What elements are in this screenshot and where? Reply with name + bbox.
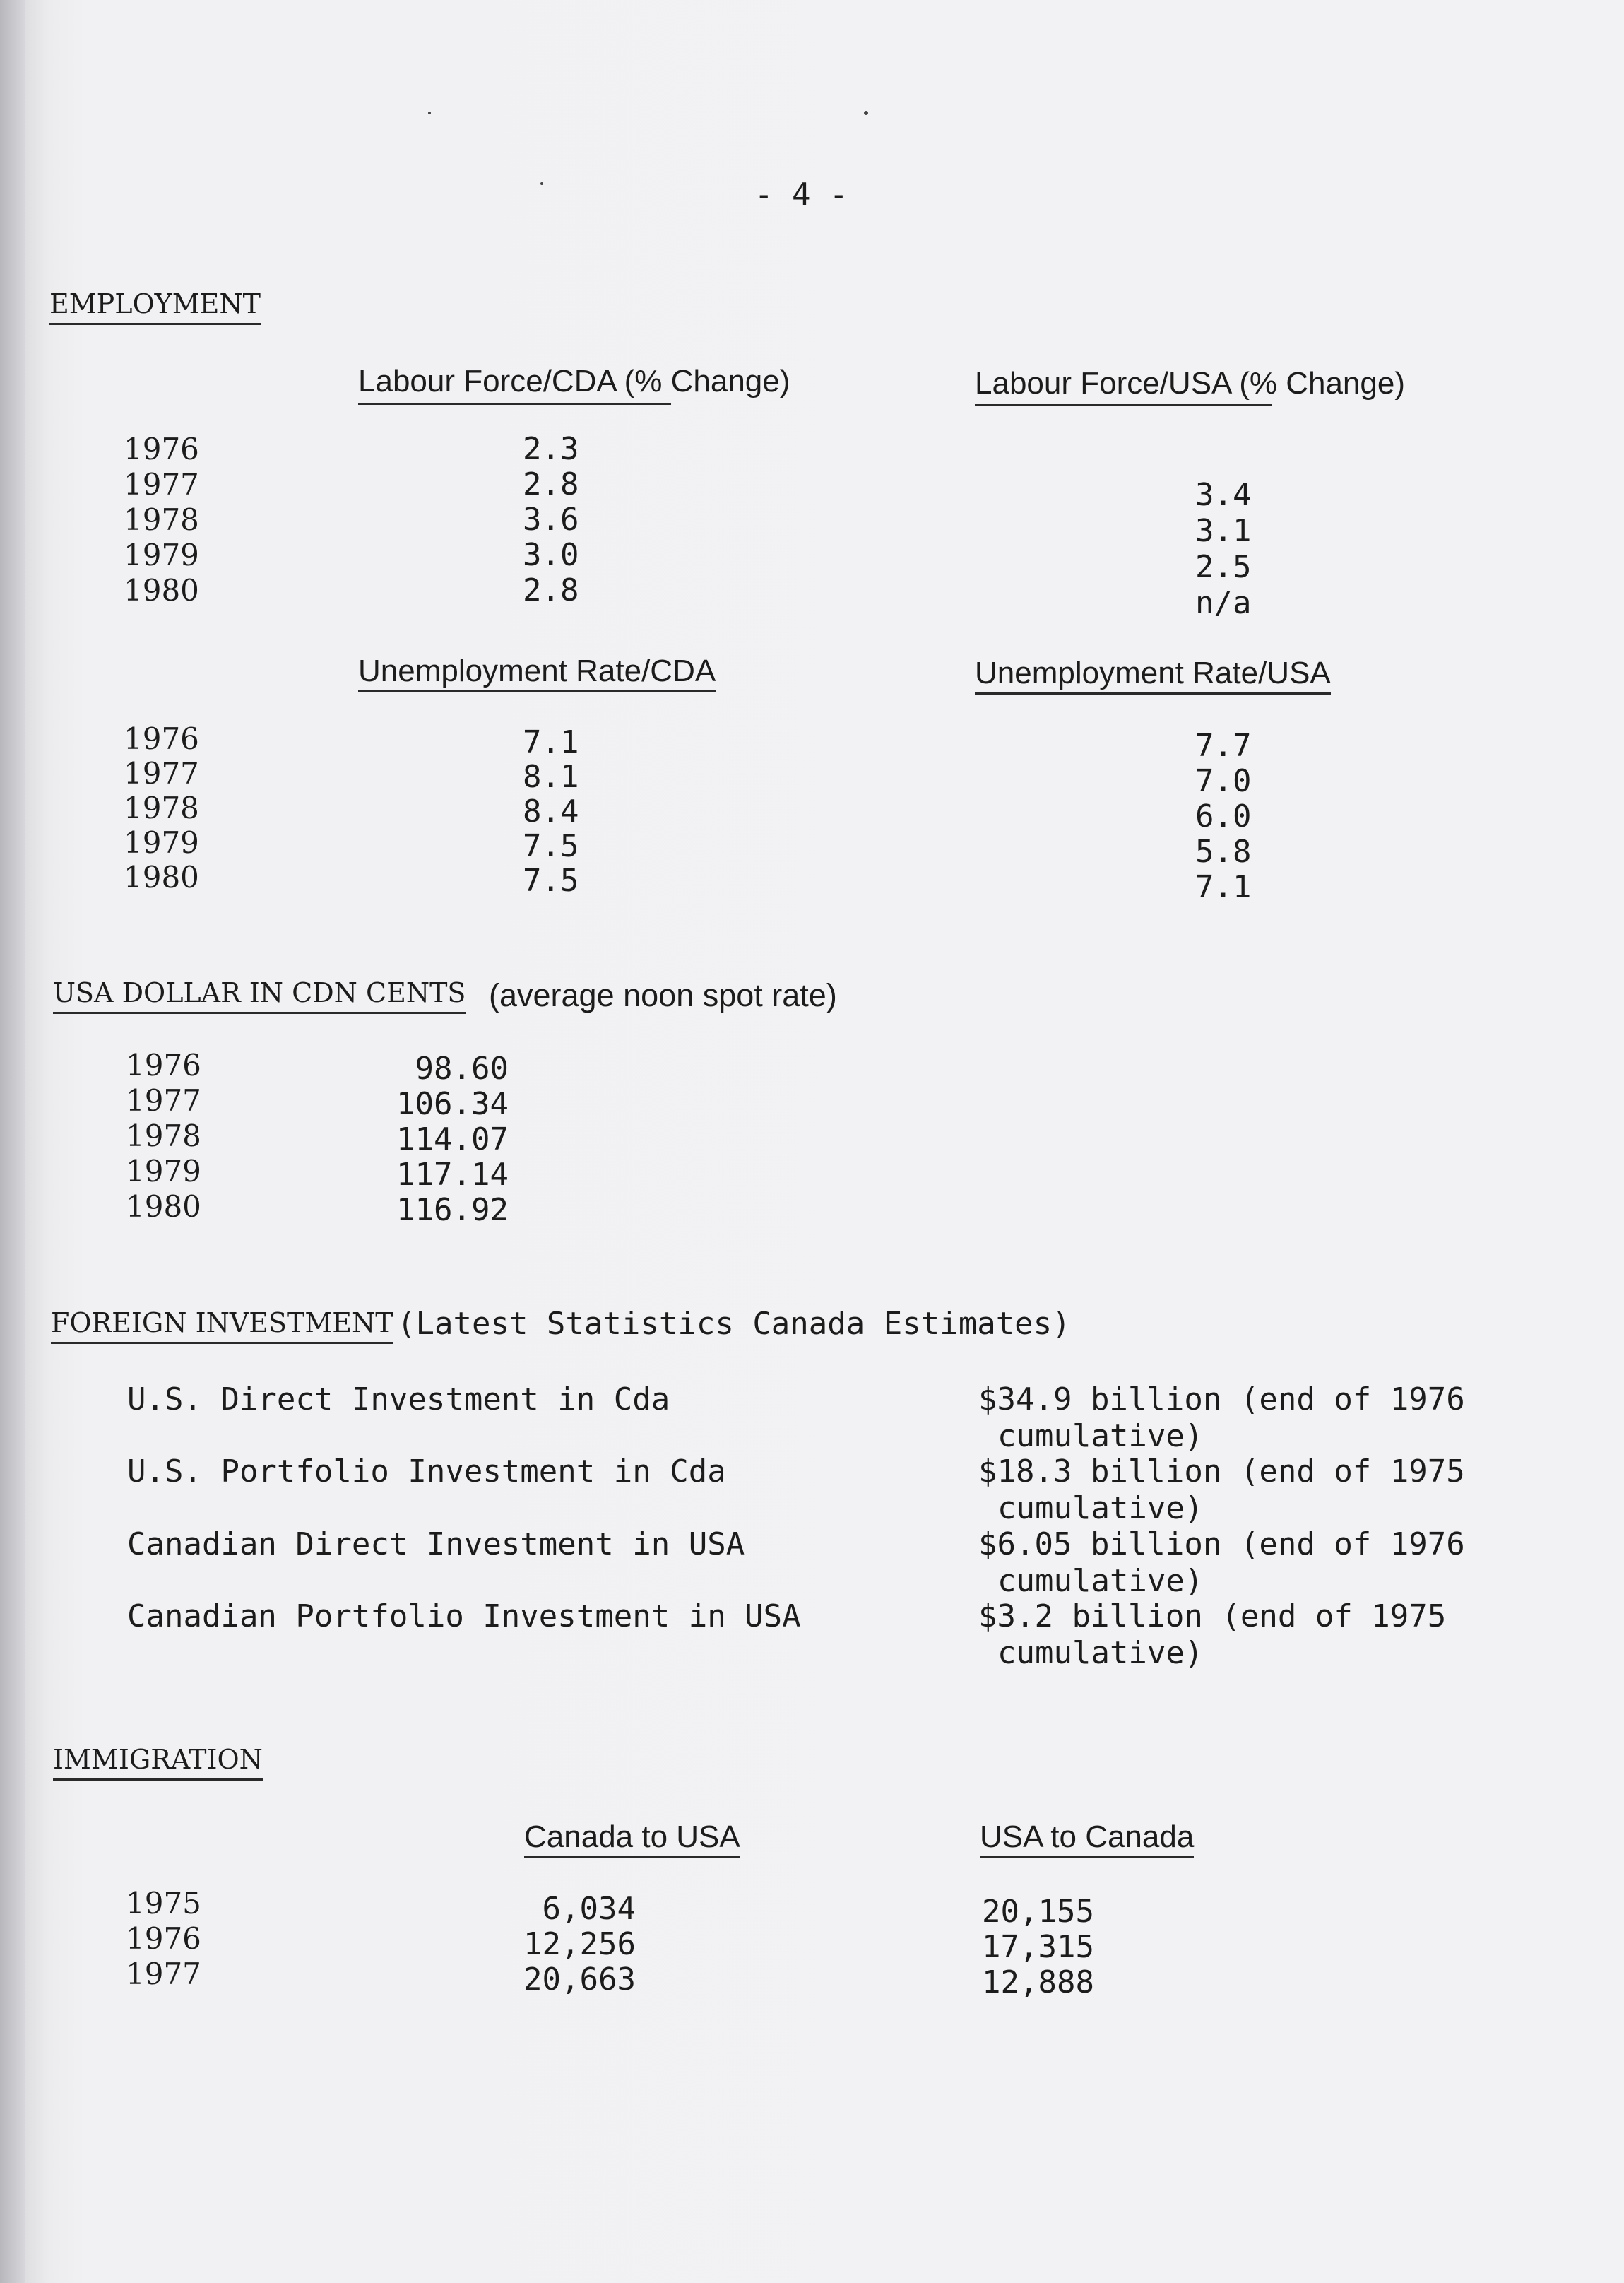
ur-cda-value: 8.4 bbox=[523, 794, 579, 830]
year-label: 1977 bbox=[126, 1083, 201, 1118]
usd-rate-value: 117.14 bbox=[396, 1157, 509, 1193]
usd-heading-note: (average noon spot rate) bbox=[489, 977, 837, 1013]
year-label: 1976 bbox=[124, 721, 199, 756]
usd-rate-value: 114.07 bbox=[396, 1121, 509, 1157]
investment-label: Canadian Direct Investment in USA bbox=[127, 1526, 745, 1562]
ur-cda-value: 7.5 bbox=[523, 828, 579, 864]
year-label: 1979 bbox=[126, 1154, 201, 1188]
investment-value-cont: cumulative) bbox=[997, 1490, 1204, 1526]
year-label: 1977 bbox=[124, 756, 199, 791]
binding-shadow bbox=[0, 0, 25, 2283]
foreign-investment-heading: FOREIGN INVESTMENT bbox=[51, 1305, 393, 1344]
usa-to-canada-header: USA to Canada bbox=[980, 1819, 1194, 1858]
ur-cda-value: 7.5 bbox=[523, 863, 579, 899]
investment-value: $6.05 billion (end of 1976 bbox=[978, 1526, 1465, 1562]
usa-to-canada-value: 12,888 bbox=[982, 1964, 1094, 2000]
immigration-heading: IMMIGRATION bbox=[53, 1742, 263, 1781]
year-label: 1980 bbox=[124, 860, 199, 895]
canada-to-usa-value: 20,663 bbox=[523, 1962, 636, 1998]
usd-heading: USA DOLLAR IN CDN CENTS bbox=[53, 975, 466, 1014]
unemployment-cda-header: Unemployment Rate/CDA bbox=[358, 654, 716, 692]
canada-to-usa-value: 12,256 bbox=[523, 1926, 636, 1962]
ur-cda-value: 7.1 bbox=[523, 724, 579, 760]
year-label: 1975 bbox=[126, 1886, 201, 1921]
year-label: 1978 bbox=[126, 1119, 201, 1153]
ur-usa-value: 7.7 bbox=[1195, 728, 1252, 764]
canada-to-usa-header: Canada to USA bbox=[524, 1819, 740, 1858]
year-label: 1979 bbox=[124, 538, 199, 572]
lf-cda-value: 2.8 bbox=[523, 572, 579, 608]
usa-to-canada-value: 20,155 bbox=[982, 1894, 1094, 1930]
year-label: 1978 bbox=[124, 791, 199, 825]
lf-cda-value: 2.8 bbox=[523, 466, 579, 502]
lf-usa-value: n/a bbox=[1195, 585, 1252, 621]
ur-cda-value: 8.1 bbox=[523, 759, 579, 795]
labour-force-cda-underline bbox=[358, 403, 671, 405]
year-label: 1979 bbox=[124, 825, 199, 860]
lf-cda-value: 3.6 bbox=[523, 502, 579, 538]
year-label: 1977 bbox=[124, 467, 199, 502]
canada-to-usa-value: 6,034 bbox=[542, 1891, 636, 1927]
labour-force-cda-header: Labour Force/CDA (% Change) bbox=[358, 364, 790, 399]
year-label: 1976 bbox=[126, 1048, 201, 1082]
employment-heading: EMPLOYMENT bbox=[49, 286, 261, 325]
year-label: 1977 bbox=[126, 1957, 201, 1991]
labour-force-usa-underline bbox=[975, 404, 1272, 406]
usa-to-canada-value: 17,315 bbox=[982, 1929, 1094, 1965]
ur-usa-value: 5.8 bbox=[1195, 834, 1252, 870]
investment-value: $18.3 billion (end of 1975 bbox=[978, 1453, 1465, 1489]
labour-force-usa-header: Labour Force/USA (% Change) bbox=[975, 366, 1405, 401]
usd-rate-value: 116.92 bbox=[396, 1192, 509, 1228]
investment-value: $3.2 billion (end of 1975 bbox=[978, 1598, 1447, 1634]
ur-usa-value: 7.0 bbox=[1195, 763, 1252, 799]
lf-cda-value: 2.3 bbox=[523, 431, 579, 467]
investment-label: Canadian Portfolio Investment in USA bbox=[127, 1598, 801, 1634]
investment-value-cont: cumulative) bbox=[997, 1635, 1204, 1671]
investment-label: U.S. Portfolio Investment in Cda bbox=[127, 1453, 726, 1489]
speck-mark bbox=[540, 182, 543, 185]
lf-cda-value: 3.0 bbox=[523, 537, 579, 573]
lf-usa-value: 2.5 bbox=[1195, 549, 1252, 585]
ur-usa-value: 6.0 bbox=[1195, 798, 1252, 834]
usd-rate-value: 106.34 bbox=[396, 1086, 509, 1122]
ur-usa-value: 7.1 bbox=[1195, 869, 1252, 905]
year-label: 1978 bbox=[124, 502, 199, 537]
usd-rate-value: 98.60 bbox=[415, 1051, 509, 1087]
year-label: 1976 bbox=[124, 432, 199, 466]
investment-value-cont: cumulative) bbox=[997, 1563, 1204, 1599]
investment-label: U.S. Direct Investment in Cda bbox=[127, 1381, 670, 1417]
investment-value: $34.9 billion (end of 1976 bbox=[978, 1381, 1465, 1417]
year-label: 1980 bbox=[126, 1189, 201, 1224]
speck-mark bbox=[428, 112, 431, 114]
page-number: - 4 - bbox=[754, 177, 848, 213]
lf-usa-value: 3.4 bbox=[1195, 477, 1252, 513]
speck-mark bbox=[864, 111, 868, 115]
investment-value-cont: cumulative) bbox=[997, 1418, 1204, 1454]
unemployment-usa-header: Unemployment Rate/USA bbox=[975, 656, 1331, 695]
lf-usa-value: 3.1 bbox=[1195, 513, 1252, 549]
foreign-investment-heading-note: (Latest Statistics Canada Estimates) bbox=[397, 1306, 1071, 1342]
year-label: 1980 bbox=[124, 573, 199, 608]
year-label: 1976 bbox=[126, 1921, 201, 1956]
